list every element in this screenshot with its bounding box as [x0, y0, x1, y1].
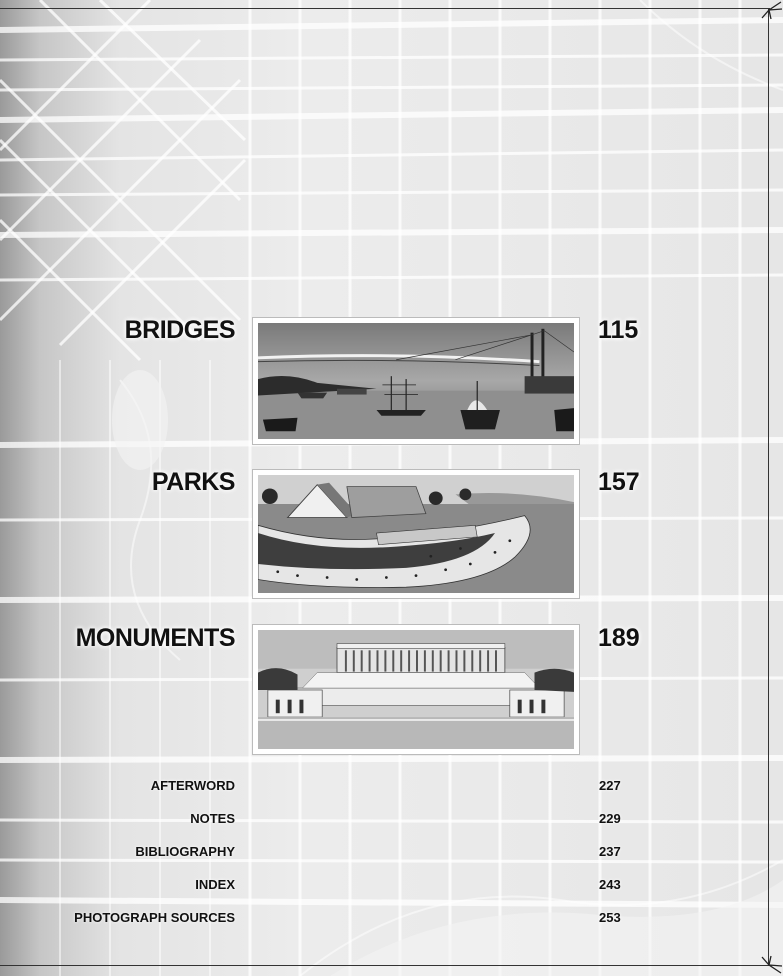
section-page-bridges[interactable]: 115 — [598, 316, 639, 344]
frame-right-rule — [768, 8, 769, 966]
frame-top-rule — [0, 8, 770, 9]
bridge-illustration — [258, 323, 574, 439]
monuments-plate — [253, 625, 579, 754]
entry-page-photograph-sources[interactable]: 253 — [599, 910, 621, 925]
section-page-monuments[interactable]: 189 — [598, 624, 640, 652]
corner-ornament-top — [760, 0, 783, 20]
entry-page-afterword[interactable]: 227 — [599, 778, 621, 793]
entry-page-index[interactable]: 243 — [599, 877, 621, 892]
section-title-monuments[interactable]: MONUMENTS — [75, 624, 235, 652]
corner-ornament-bottom — [760, 955, 783, 975]
frame-bottom-rule — [0, 965, 770, 966]
entry-page-bibliography[interactable]: 237 — [599, 844, 621, 859]
section-title-bridges[interactable]: BRIDGES — [124, 316, 235, 344]
entry-title-bibliography[interactable]: BIBLIOGRAPHY — [135, 844, 235, 859]
bridges-plate — [253, 318, 579, 444]
entry-title-afterword[interactable]: AFTERWORD — [150, 778, 235, 793]
section-page-parks[interactable]: 157 — [598, 468, 640, 496]
entry-title-photograph-sources[interactable]: PHOTOGRAPH SOURCES — [74, 910, 235, 925]
entry-title-notes[interactable]: NOTES — [190, 811, 235, 826]
monument-colonnade-illustration — [258, 630, 574, 749]
entry-page-notes[interactable]: 229 — [599, 811, 621, 826]
park-plaza-illustration — [258, 475, 574, 593]
section-title-parks[interactable]: PARKS — [151, 468, 235, 496]
entry-title-index[interactable]: INDEX — [195, 877, 235, 892]
parks-plate — [253, 470, 579, 598]
